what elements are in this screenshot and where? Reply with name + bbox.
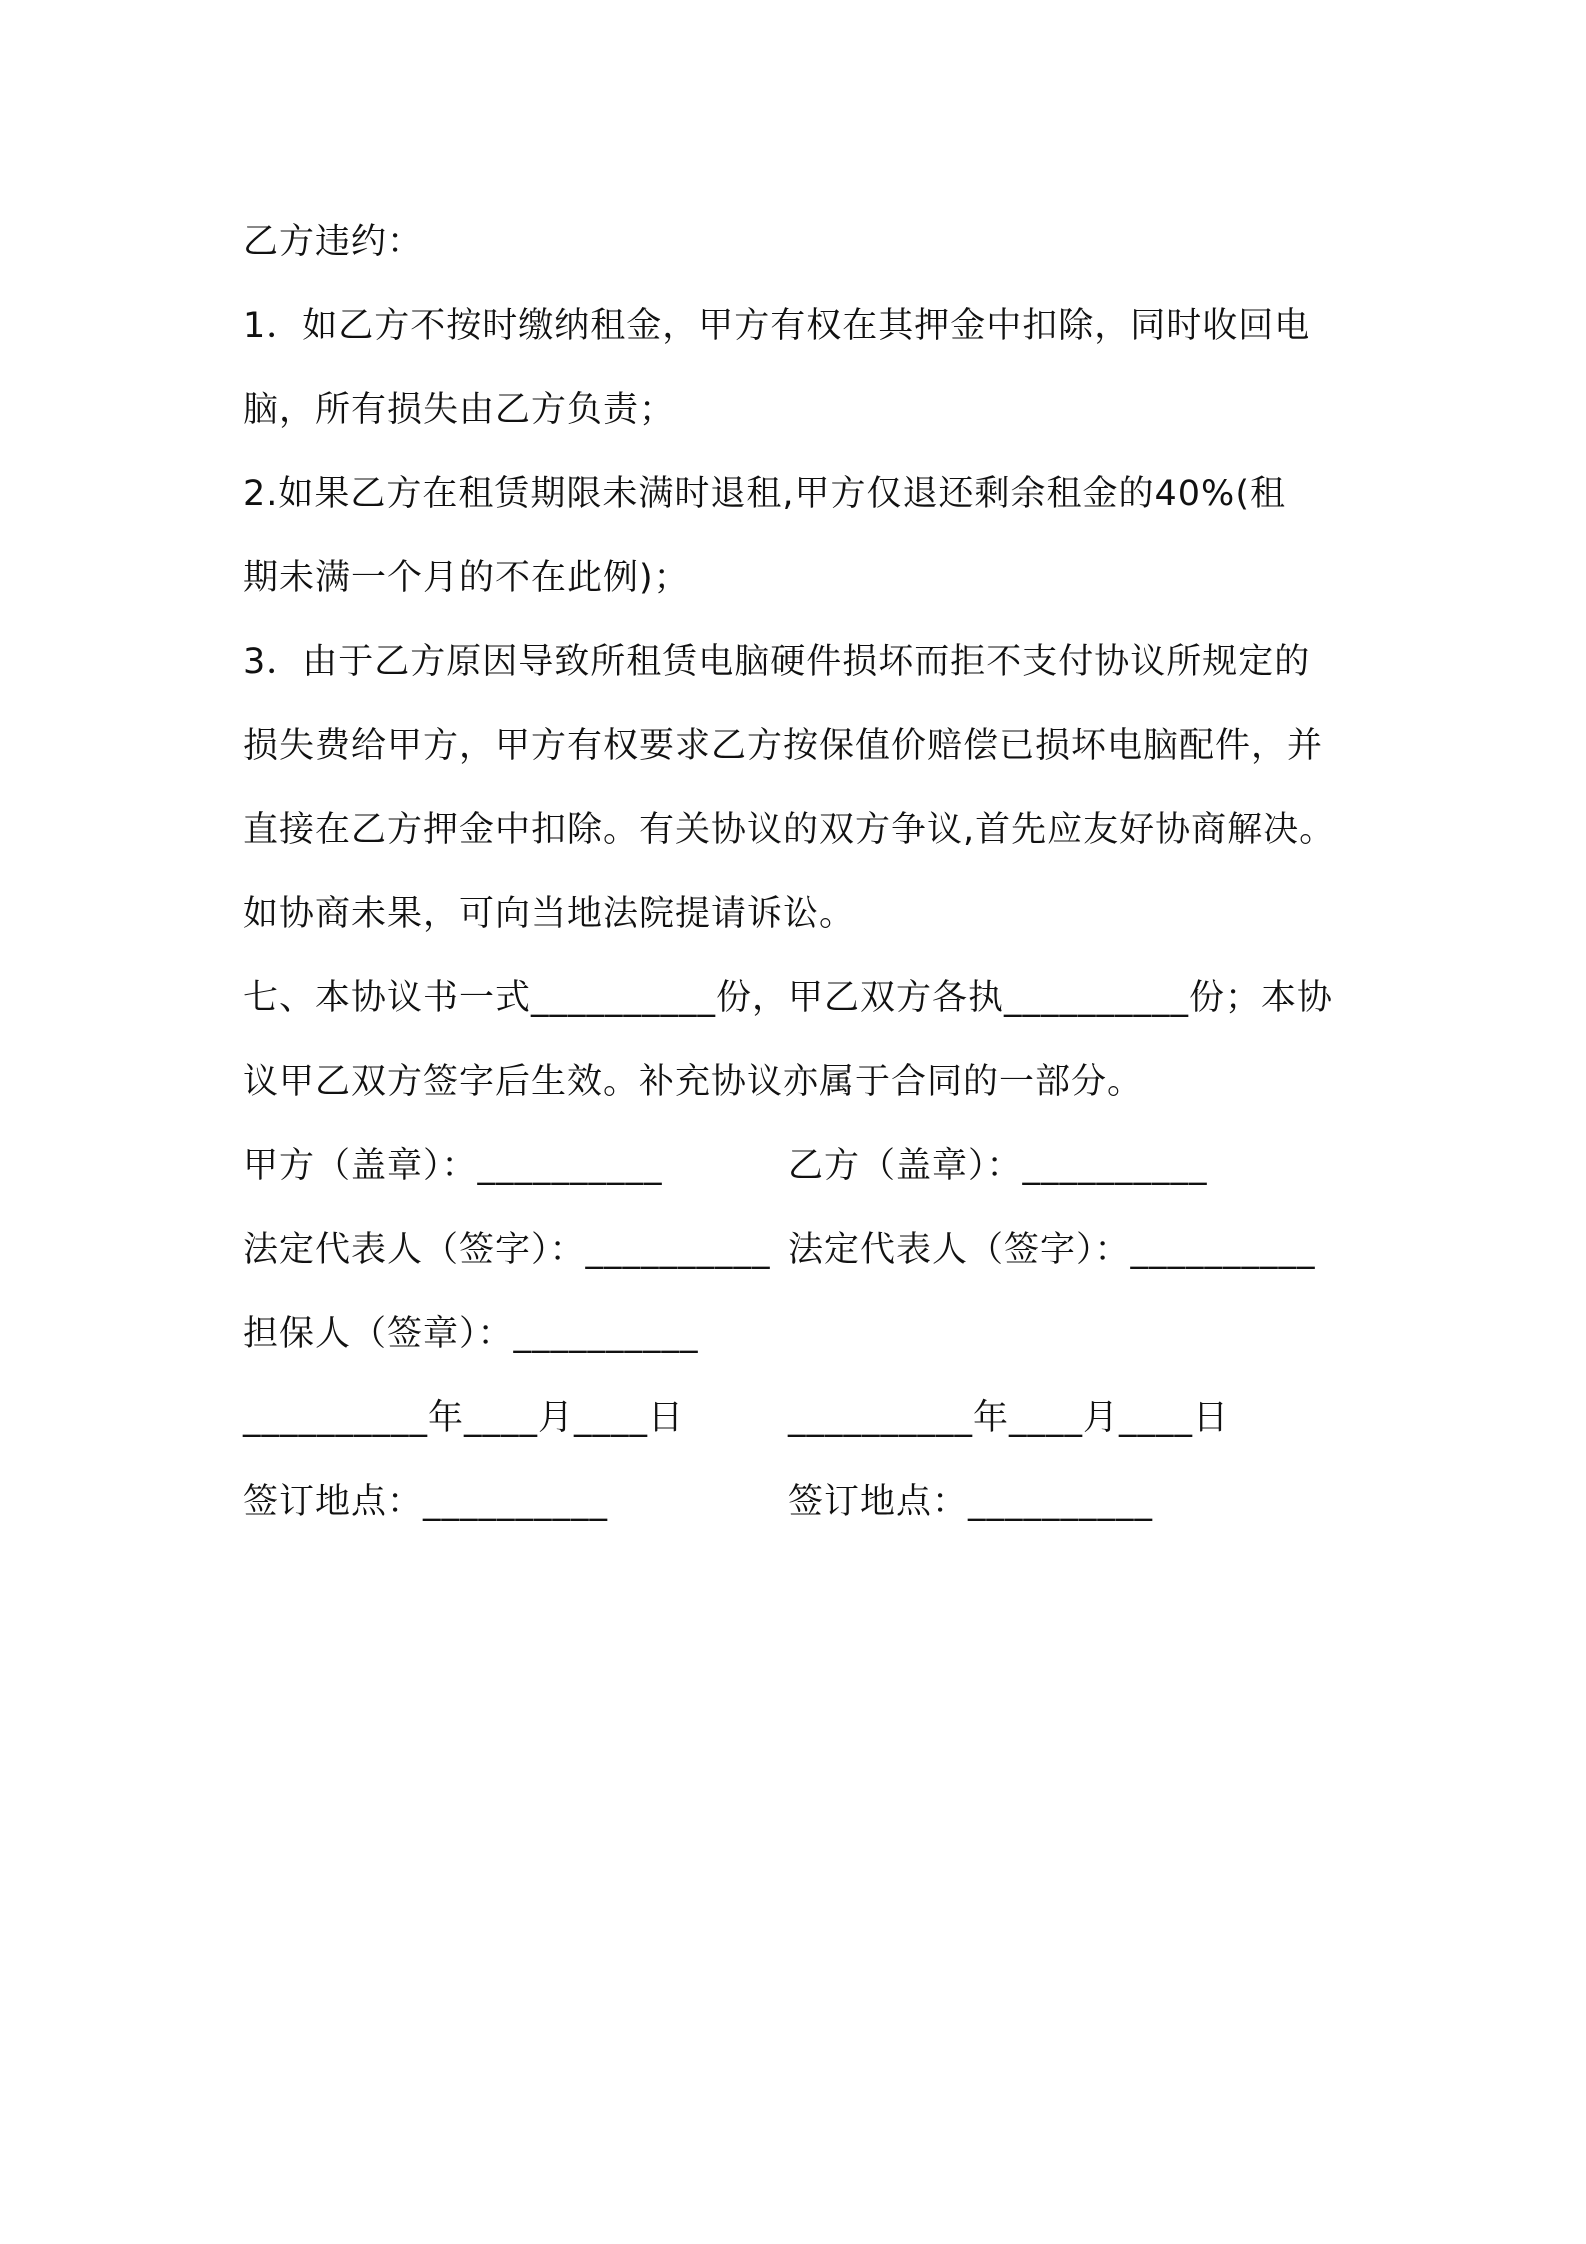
party-a-date: __________年____月____日 bbox=[243, 1398, 685, 1438]
representative-row bbox=[243, 1208, 1358, 1292]
clause-3-line-1: 3．由于乙方原因导致所租赁电脑硬件损坏而拒不支付协议所规定的 bbox=[243, 642, 1311, 682]
breach-heading: 乙方违约： bbox=[243, 222, 424, 262]
date-row bbox=[243, 1376, 1358, 1460]
party-b-date: __________年____月____日 bbox=[788, 1398, 1230, 1438]
party-b-seal: 乙方（盖章）：__________ bbox=[788, 1146, 1208, 1186]
party-a-representative: 法定代表人（签字）：__________ bbox=[243, 1230, 771, 1270]
document-page bbox=[243, 200, 1358, 1544]
seal-row bbox=[243, 1124, 1358, 1208]
article-7-line-2: 议甲乙双方签字后生效。补充协议亦属于合同的一部分。 bbox=[243, 1062, 1144, 1102]
clause-3-line-4: 如协商未果，可向当地法院提请诉讼。 bbox=[243, 894, 856, 934]
party-a-place: 签订地点：__________ bbox=[243, 1482, 609, 1522]
clause-2-line-1: 2.如果乙方在租赁期限未满时退租,甲方仅退还剩余租金的40%(租 bbox=[243, 474, 1286, 514]
party-a-seal: 甲方（盖章）：__________ bbox=[243, 1146, 663, 1186]
clause-3-line-3: 直接在乙方押金中扣除。有关协议的双方争议,首先应友好协商解决。 bbox=[243, 810, 1336, 850]
article-7-line-1: 七、本协议书一式__________份，甲乙双方各执__________份；本协 bbox=[243, 978, 1334, 1018]
guarantor-seal: 担保人（签章）：__________ bbox=[243, 1314, 699, 1354]
clause-1-line-1: 1．如乙方不按时缴纳租金，甲方有权在其押金中扣除，同时收回电 bbox=[243, 306, 1311, 346]
clause-1-line-2: 脑，所有损失由乙方负责； bbox=[243, 390, 676, 430]
place-row bbox=[243, 1460, 1358, 1544]
clause-2-line-2: 期未满一个月的不在此例)； bbox=[243, 558, 690, 598]
guarantor-row bbox=[243, 1292, 1358, 1376]
party-b-place: 签订地点：__________ bbox=[788, 1482, 1154, 1522]
party-b-representative: 法定代表人（签字）：__________ bbox=[788, 1230, 1316, 1270]
clause-3-line-2: 损失费给甲方，甲方有权要求乙方按保值价赔偿已损坏电脑配件，并 bbox=[243, 726, 1324, 766]
